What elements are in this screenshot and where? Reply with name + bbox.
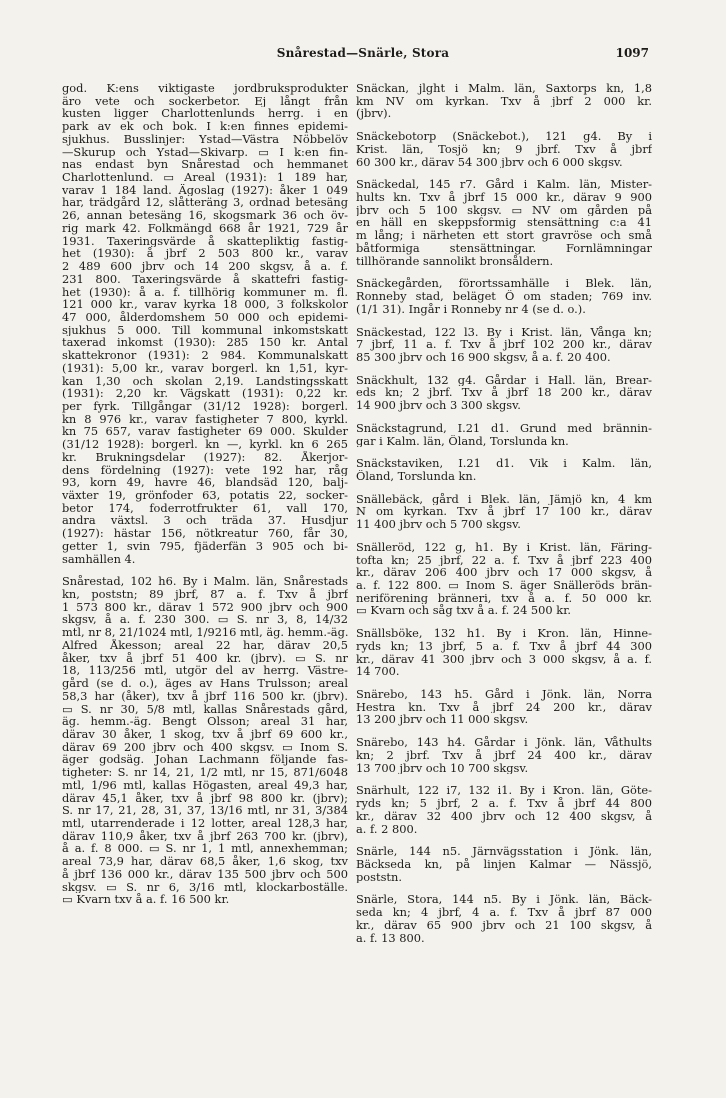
text-line: kr., därav 32 400 jbrv och 12 400 skgsv, å bbox=[356, 809, 652, 823]
text-line: växter 19, grönfoder 63, potatis 22, socker- bbox=[62, 489, 348, 502]
text-line: 47 000, ålderdomshem 50 000 och epidemi- bbox=[62, 310, 348, 324]
text-line: åker, txv å jbrf 51 400 kr. (jbrv). ▭ S. nr bbox=[62, 651, 348, 665]
entry-separator bbox=[356, 447, 652, 457]
text-line: (1931): 5,00 kr., varav borgerl. kn 1,51, kyr- bbox=[62, 361, 348, 375]
text-line: dens fördelning (1927): vete 192 har, råg bbox=[62, 463, 348, 477]
text-line: 58,3 har (åker), txv å jbrf 116 500 kr. (jbrv). bbox=[62, 689, 348, 703]
text-line: god. K:ens viktigaste jordbruksprodukter bbox=[62, 82, 348, 95]
text-line: Snärebo, 143 h5. Gård i Jönk. län, Norra bbox=[356, 688, 652, 701]
text-line: Snäckestad, 122 l3. By i Krist. län, Vånga kn; bbox=[356, 325, 652, 339]
text-line: äger godsäg. Johan Lachmann följande fas- bbox=[62, 753, 348, 767]
text-line: eds kn; 2 jbrf. Txv å jbrf 18 200 kr., därav bbox=[356, 386, 652, 400]
text-line: tofta kn; 25 jbrf, 22 a. f. Txv å jbrf 223 400 bbox=[356, 553, 652, 567]
text-line: hults kn. Txv å jbrf 15 000 kr., därav 9 900 bbox=[356, 191, 652, 204]
text-line: därav 30 åker, 1 skog, txv å jbrf 69 600 kr., bbox=[62, 727, 348, 741]
text-line: Snäckebotorp (Snäckebot.), 121 g4. By i bbox=[356, 130, 652, 143]
text-line: kn 8 976 kr., varav fastigheter 7 800, kyrkl. bbox=[62, 412, 348, 426]
text-line: Snällsböke, 132 h1. By i Kron. län, Hinne- bbox=[356, 627, 652, 640]
text-line: mtl, 1/96 mtl, kallas Högasten, areal 49,3 har, bbox=[62, 778, 348, 792]
entry-separator bbox=[356, 883, 652, 893]
text-line: betor 174, foderrotfrukter 61, vall 170, bbox=[62, 501, 348, 515]
text-line: Snärebo, 143 h4. Gårdar i Jönk. län, Våthults bbox=[356, 736, 652, 749]
entry-separator bbox=[356, 617, 652, 627]
text-line: 14 700. bbox=[356, 665, 400, 679]
text-line: tigheter: S. nr 14, 21, 1/2 mtl, nr 15, 871/6048 bbox=[62, 766, 348, 779]
text-line: 26, annan betesäng 16, skogsmark 36 och öv- bbox=[62, 209, 348, 222]
entry-separator bbox=[356, 835, 652, 845]
text-line: 85 300 jbrv och 16 900 skgsv, å a. f. 20 400. bbox=[356, 350, 611, 364]
text-line: ▭ S. nr 30, 5/8 mtl, kallas Snårestads gård, bbox=[62, 702, 348, 716]
text-line: Ronneby stad, beläget Ö om staden; 769 inv. bbox=[356, 290, 652, 303]
text-line: kr. Brukningsdelar (1927): 82. Åkerjor- bbox=[62, 450, 348, 464]
left-column bbox=[62, 82, 348, 906]
text-line: (1931): 2,20 kr. Vägskatt (1931): 0,22 kr. bbox=[62, 387, 348, 400]
text-line: km NV om kyrkan. Txv å jbrf 2 000 kr. bbox=[356, 94, 652, 108]
text-line: (jbrv). bbox=[356, 107, 392, 121]
entry-separator bbox=[356, 267, 652, 277]
text-line: 60 300 kr., därav 54 300 jbrv och 6 000 skgsv. bbox=[356, 155, 623, 169]
text-line: sjukhus. Busslinjer: Ystad—Västra Nöbbelöv bbox=[62, 132, 348, 146]
text-line: (1927): hästar 156, nötkreatur 760, får 30, bbox=[62, 527, 348, 540]
text-line: skattekronor (1931): 2 984. Kommunalskatt bbox=[62, 349, 348, 362]
text-line: kn; 2 jbrf. Txv å jbrf 24 400 kr., därav bbox=[356, 748, 652, 762]
text-line: Öland, Torslunda kn. bbox=[356, 469, 477, 483]
text-line: kr., därav 65 900 jbrv och 21 100 skgsv, å bbox=[356, 918, 652, 932]
text-line: 121 000 kr., varav kyrka 18 000, 3 folkskolor bbox=[62, 298, 348, 311]
text-line: kusten ligger Charlottenlunds herrg. i en bbox=[62, 107, 348, 121]
text-line: per fyrk. Tillgångar (31/12 1928): borgerl. bbox=[62, 399, 348, 413]
entry-separator bbox=[356, 774, 652, 784]
text-line: (1/1 31). Ingår i Ronneby nr 4 (se d. o.). bbox=[356, 302, 586, 316]
text-line: ▭ Kvarn txv å a. f. 16 500 kr. bbox=[62, 893, 230, 906]
text-line: taxerad inkomst (1930): 285 150 kr. Antal bbox=[62, 336, 348, 350]
text-line: S. nr 17, 21, 28, 31, 37, 13/16 mtl, nr 31, 3/384 bbox=[62, 804, 348, 817]
text-line: Snärle, Stora, 144 n5. By i Jönk. län, Bäck- bbox=[356, 893, 652, 907]
text-line: park av ek och bok. I k:en finnes epidemi- bbox=[62, 120, 348, 133]
text-line: Snäckedal, 145 r7. Gård i Kalm. län, Mister- bbox=[356, 178, 652, 192]
text-line: Snäckegården, förortssamhälle i Blek. län, bbox=[356, 277, 652, 291]
text-line: (31/12 1928): borgerl. kn —, kyrkl. kn 6 265 bbox=[62, 438, 348, 451]
text-line: 13 200 jbrv och 11 000 skgsv. bbox=[356, 713, 529, 727]
text-line: seda kn; 4 jbrf, 4 a. f. Txv å jbrf 87 000 bbox=[356, 906, 652, 919]
text-line: Krist. län, Tosjö kn; 9 jbrf. Txv å jbrf bbox=[356, 142, 652, 156]
text-line: Snälleröd, 122 g, h1. By i Krist. län, Färing- bbox=[356, 540, 652, 554]
page-number: 1097 bbox=[615, 46, 649, 60]
text-line: Snäckan, jlght i Malm. län, Saxtorps kn, 1,8 bbox=[356, 82, 652, 95]
text-line: 7 jbrf, 11 a. f. Txv å jbrf 102 200 kr., därav bbox=[356, 338, 652, 351]
text-line: tillhörande sannolikt bronsåldern. bbox=[356, 254, 554, 268]
text-line: Snällebäck, gård i Blek. län, Jämjö kn, 4 km bbox=[356, 492, 652, 506]
text-line: Alfred Åkesson; areal 22 har, därav 20,5 bbox=[62, 638, 348, 652]
text-line: därav 110,9 åker, txv å jbrf 263 700 kr. (jbrv), bbox=[62, 829, 348, 843]
entry-separator bbox=[356, 364, 652, 374]
text-line: Bäckseda kn, på linjen Kalmar — Nässjö, bbox=[356, 857, 652, 871]
text-line: kr., därav 41 300 jbrv och 3 000 skgsv, å a. f. bbox=[356, 652, 652, 666]
text-line: mtl, utarrenderade i 12 lotter, areal 128,3 har, bbox=[62, 816, 348, 830]
text-line: gård (se d. o.), äges av Hans Trulsson; areal bbox=[62, 677, 348, 690]
entry-separator bbox=[356, 531, 652, 541]
text-line: 1931. Taxeringsvärde å skattepliktig fastig- bbox=[62, 234, 348, 248]
text-line: gar i Kalm. län, Öland, Torslunda kn. bbox=[356, 434, 569, 448]
text-line: skgsv, å a. f. 230 300. ▭ S. nr 3, 8, 14/32 bbox=[62, 613, 348, 627]
text-line: kn, poststn; 89 jbrf, 87 a. f. Txv å jbrf bbox=[62, 588, 348, 601]
text-line: 2 489 600 jbrv och 14 200 skgsv, å a. f. bbox=[62, 260, 348, 273]
text-line: Snärle, 144 n5. Järnvägsstation i Jönk. län, bbox=[356, 845, 652, 858]
running-title: Snårestad—Snärle, Stora bbox=[276, 46, 450, 60]
text-line: a. f. 13 800. bbox=[356, 931, 425, 945]
text-line: 11 400 jbrv och 5 700 skgsv. bbox=[356, 518, 521, 531]
text-line: samhällen 4. bbox=[62, 552, 136, 566]
text-line: andra växtsl. 3 och träda 37. Husdjur bbox=[62, 514, 348, 528]
page-header bbox=[0, 46, 726, 66]
entry-separator bbox=[356, 412, 652, 422]
text-line: båtformiga stensättningar. Fornlämningar bbox=[356, 241, 652, 255]
entry-separator bbox=[356, 168, 652, 178]
text-line: Snårestad, 102 h6. By i Malm. län, Snårestads bbox=[62, 575, 348, 589]
entry-separator bbox=[356, 120, 652, 130]
text-line: har, trädgård 12, slåtteräng 3, ordnad betesäng bbox=[62, 196, 348, 210]
entry-separator bbox=[356, 726, 652, 736]
text-line: rig mark 42. Folkmängd 668 år 1921, 729 år bbox=[62, 221, 348, 235]
text-line: kr., därav 206 400 jbrv och 17 000 skgsv, å bbox=[356, 566, 652, 579]
text-line: 14 900 jbrv och 3 300 skgsv. bbox=[356, 399, 521, 412]
text-line: kan 1,30 och skolan 2,19. Landstingsskatt bbox=[62, 374, 348, 388]
text-line: Snäckstaviken, I.21 d1. Vik i Kalm. län, bbox=[356, 457, 652, 470]
text-line: en häll en skeppsformig stensättning c:a 41 bbox=[356, 216, 652, 230]
text-line: a. f. 122 800. ▭ Inom S. äger Snälleröds brän- bbox=[356, 579, 652, 592]
text-line: 231 800. Taxeringsvärde å skattefri fastig- bbox=[62, 272, 348, 286]
text-line: ryds kn; 5 jbrf, 2 a. f. Txv å jbrf 44 800 bbox=[356, 797, 652, 810]
text-line: äg. hemm.-äg. Bengt Olsson; areal 31 har, bbox=[62, 715, 348, 728]
text-line: ▭ Kvarn och såg txv å a. f. 24 500 kr. bbox=[356, 604, 572, 618]
text-line: skgsv. ▭ S. nr 6, 3/16 mtl, klockarboställe. bbox=[62, 880, 348, 894]
text-line: kn 75 657, varav fastigheter 69 000. Skulder bbox=[62, 425, 348, 439]
text-line: N om kyrkan. Txv å jbrf 17 100 kr., därav bbox=[356, 505, 652, 519]
text-line: a. f. 2 800. bbox=[356, 822, 418, 836]
text-line: sjukhus 5 000. Till kommunal inkomstskatt bbox=[62, 323, 348, 337]
text-line: å a. f. 8 000. ▭ S. nr 1, 1 mtl, annexhemman; bbox=[62, 842, 348, 856]
text-line: —Skurup och Ystad—Skivarp. ▭ I k:en fin- bbox=[62, 145, 348, 159]
text-line: äro vete och sockerbetor. Ej långt från bbox=[62, 94, 348, 108]
entry-separator bbox=[356, 483, 652, 493]
entry-separator bbox=[356, 678, 652, 688]
text-line: varav 1 184 land. Ägoslag (1927): åker 1 049 bbox=[62, 183, 348, 197]
text-line: ryds kn; 13 jbrf, 5 a. f. Txv å jbrf 44 300 bbox=[356, 639, 652, 653]
text-line: het (1930): å a. f. tillhörig kommuner m. fl. bbox=[62, 285, 348, 299]
entry-separator bbox=[356, 316, 652, 326]
text-line: 1 573 800 kr., därav 1 572 900 jbrv och 900 bbox=[62, 600, 348, 614]
text-line: Hestra kn. Txv å jbrf 24 200 kr., därav bbox=[356, 700, 652, 714]
text-line: Charlottenlund. ▭ Areal (1931): 1 189 har, bbox=[62, 171, 348, 184]
text-line: 13 700 jbrv och 10 700 skgsv. bbox=[356, 761, 529, 775]
right-column bbox=[356, 82, 652, 944]
text-line: Snärhult, 122 i7, 132 i1. By i Kron. län, Göte- bbox=[356, 784, 652, 798]
text-line: jbrv och 5 100 skgsv. ▭ NV om gården på bbox=[356, 203, 652, 217]
text-line: Snäckstagrund, I.21 d1. Grund med brännin- bbox=[356, 421, 652, 435]
text-line: het (1930): å jbrf 2 503 800 kr., varav bbox=[62, 247, 348, 261]
text-line: 18, 113/256 mtl, utgör del av herrg. Västre- bbox=[62, 664, 348, 678]
text-line: poststn. bbox=[356, 870, 402, 884]
text-line: nas endast byn Snårestad och hemmanet bbox=[62, 158, 348, 172]
text-line: därav 45,1 åker, txv å jbrf 98 800 kr. (jbrv); bbox=[62, 791, 348, 805]
text-line: Snäckhult, 132 g4. Gårdar i Hall. län, Brear- bbox=[356, 373, 652, 387]
text-line: 93, korn 49, havre 46, blandsäd 120, balj- bbox=[62, 476, 348, 489]
text-line: getter 1, svin 795, fjäderfän 3 905 och bi- bbox=[62, 539, 348, 553]
text-line: å jbrf 136 000 kr., därav 135 500 jbrv och 500 bbox=[62, 867, 348, 881]
text-line: neriförening bränneri, txv å a. f. 50 000 kr. bbox=[356, 591, 652, 605]
entry-separator bbox=[62, 565, 348, 575]
text-line: därav 69 200 jbrv och 400 skgsv. ▭ Inom S. bbox=[62, 740, 348, 754]
text-line: areal 73,9 har, därav 68,5 åker, 1,6 skog, txv bbox=[62, 855, 348, 868]
text-line: mtl, nr 8, 21/1024 mtl, 1/9216 mtl, äg. hemm.-äg. bbox=[62, 626, 348, 639]
text-line: m lång; i närheten ett stort gravröse och små bbox=[356, 229, 652, 242]
